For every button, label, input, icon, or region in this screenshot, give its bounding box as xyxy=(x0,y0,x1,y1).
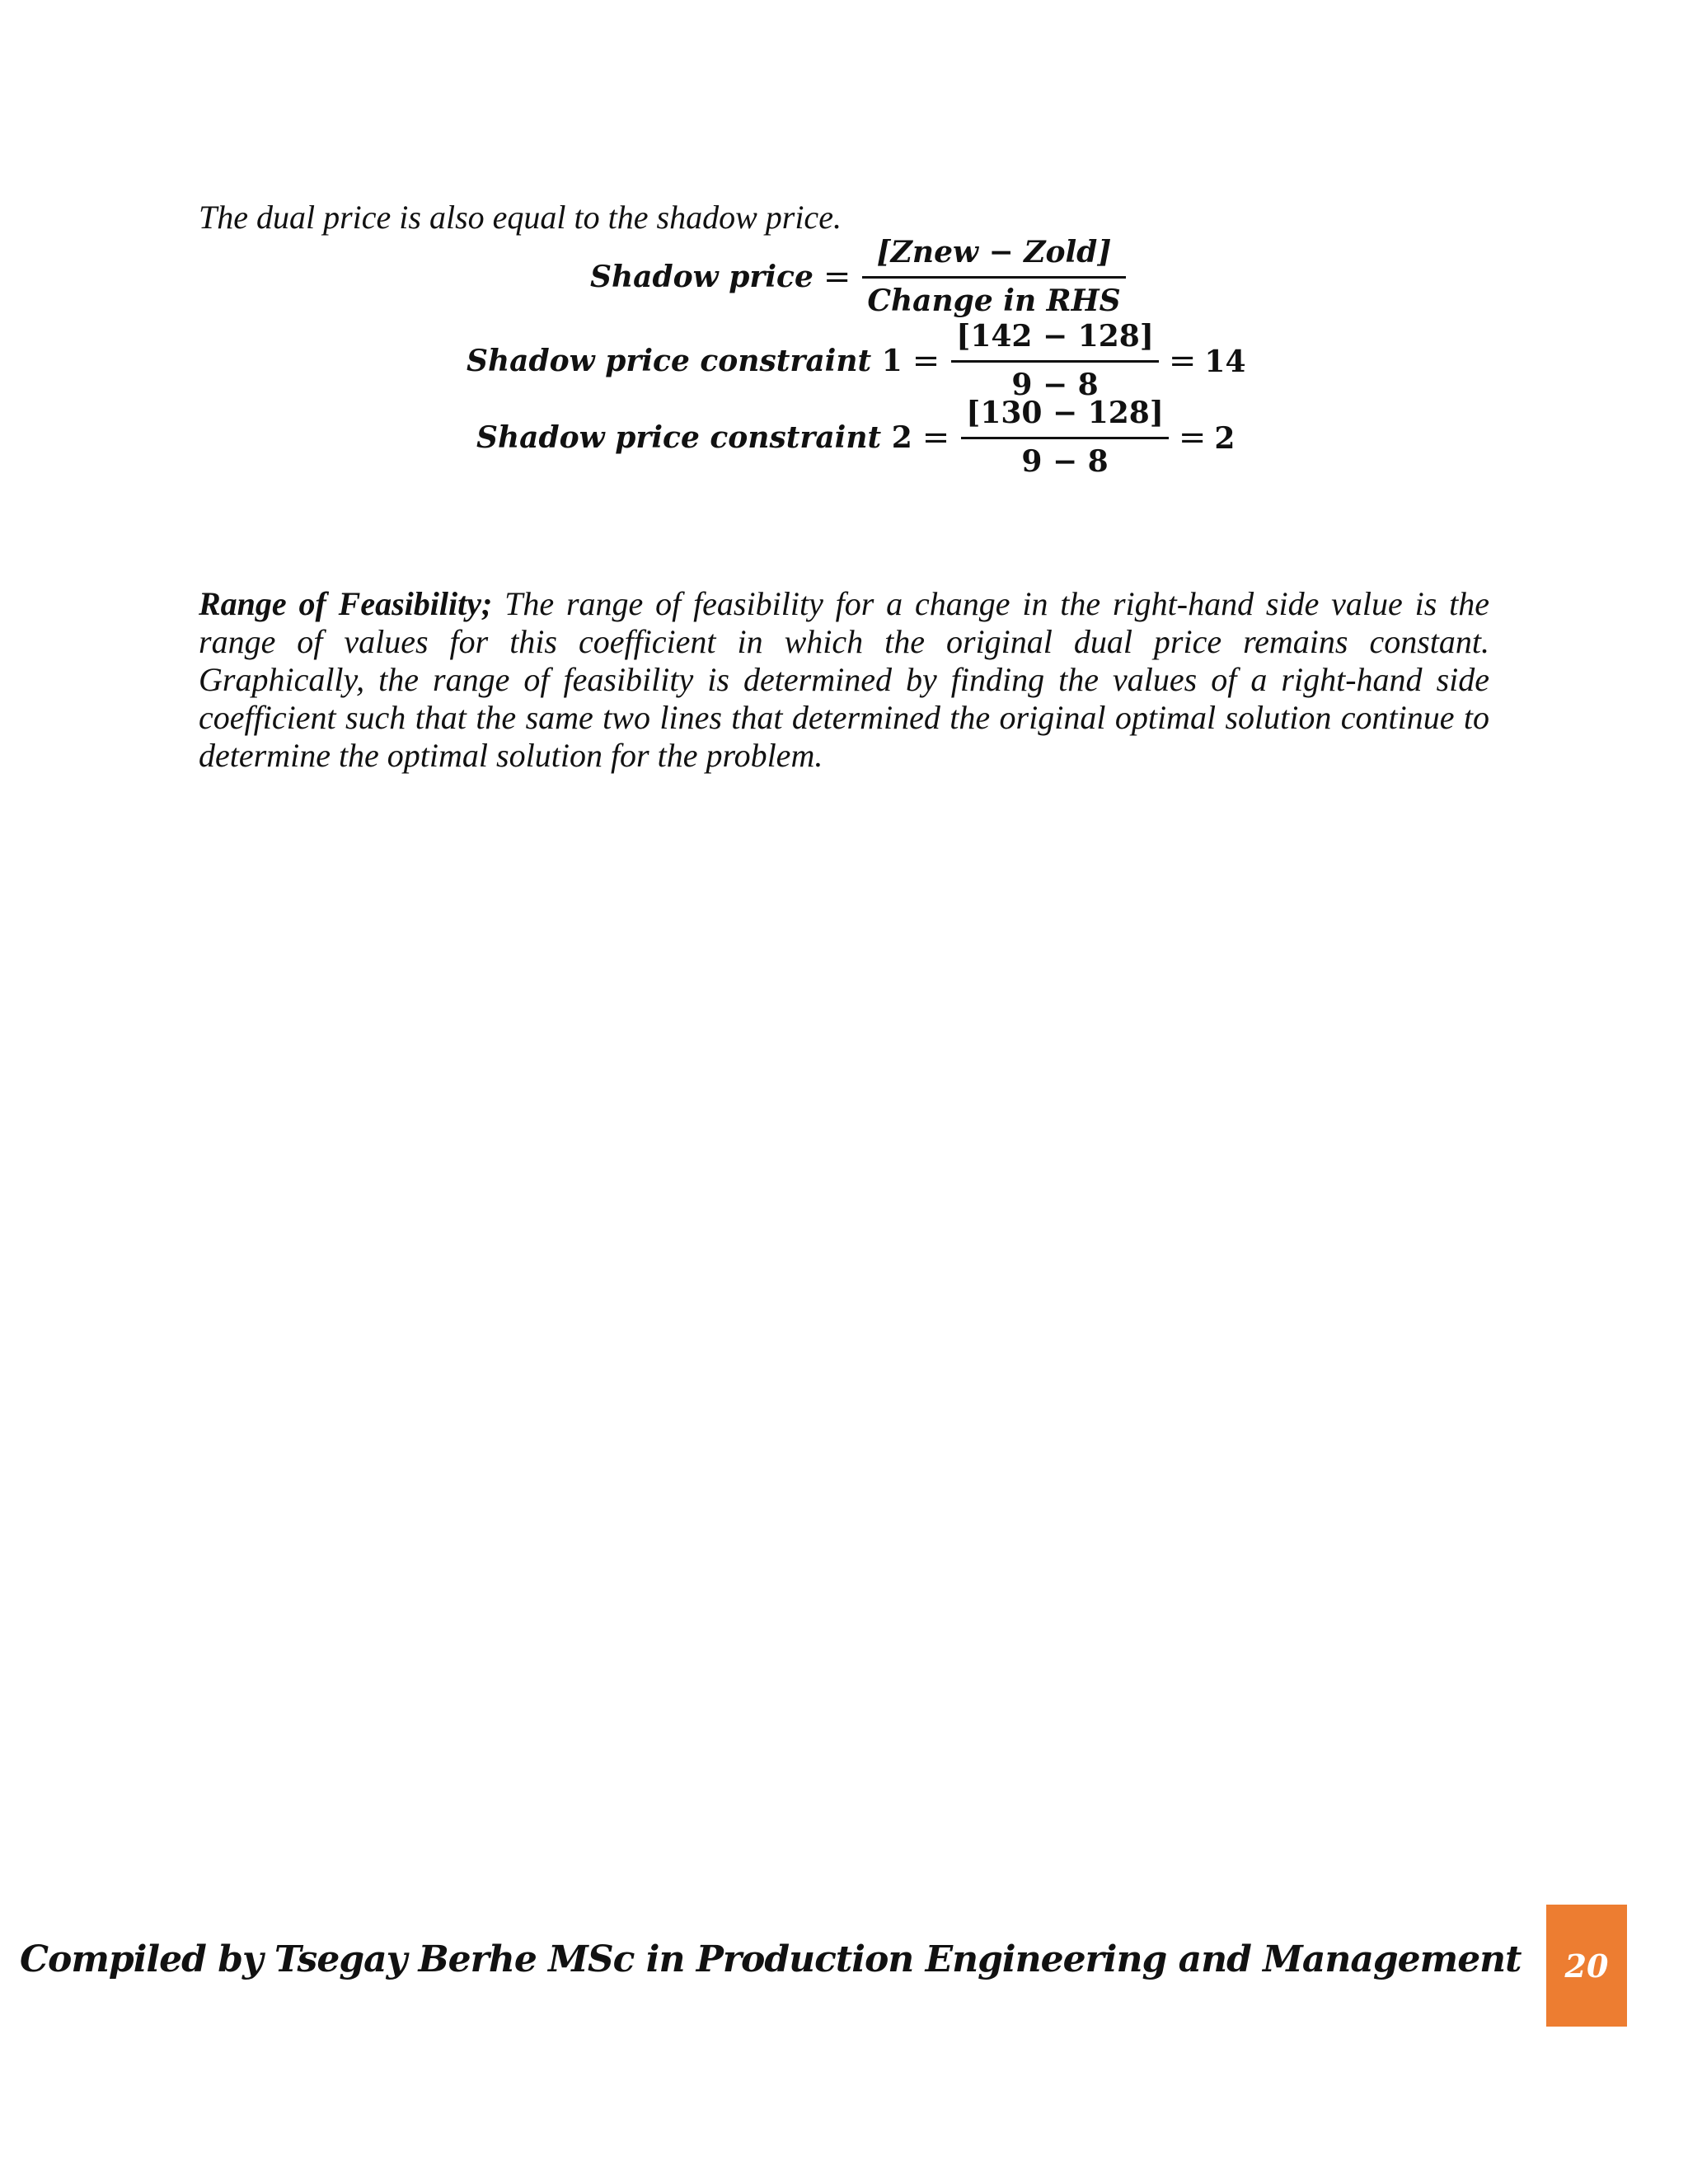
page-number: 20 xyxy=(1564,1947,1609,1985)
formula-result xyxy=(1169,342,1246,380)
fraction xyxy=(862,235,1125,318)
result-equals-sign: = xyxy=(1178,418,1207,457)
fraction xyxy=(961,396,1169,479)
paragraph-body: The range of feasibility for a change in the right-hand side value is the range of values for this coefficient in which the original dual price remains constant. Graphically, the range of feasibility is determined by finding the values of a right-hand side coefficient such that the same two lines that determined the original optimal solution continue to determine the optimal solution for the problem. xyxy=(199,585,1490,774)
shadow-price-constraint-1 xyxy=(467,319,1246,402)
formula-lhs-text: Shadow price constraint xyxy=(476,419,882,455)
fraction-denominator: 9 − 8 xyxy=(1021,444,1109,479)
footer-credit: Compiled by Tsegay Berhe MSc in Production Engineering and Management xyxy=(20,1938,1522,1980)
formula-result xyxy=(1179,419,1236,457)
shadow-price-constraint-2 xyxy=(476,396,1235,479)
equals-sign: = xyxy=(823,257,851,296)
paragraph-term: Range of Feasibility; xyxy=(199,585,493,622)
formula-lhs-text: Shadow price constraint xyxy=(467,343,872,378)
fraction-numerator: [142 − 128] xyxy=(956,319,1154,354)
result-equals-sign: = xyxy=(1168,341,1197,380)
equals-sign: = xyxy=(912,341,940,380)
result-value: 14 xyxy=(1204,344,1246,379)
formula-lhs xyxy=(476,420,912,455)
result-value: 2 xyxy=(1214,420,1236,456)
formula-lhs xyxy=(467,344,903,378)
formula-lhs-number: 2 xyxy=(891,419,912,455)
fraction-denominator: Change in RHS xyxy=(867,284,1121,318)
fraction-numerator: [Znew − Zold] xyxy=(876,235,1112,269)
formula-lhs-number: 1 xyxy=(881,343,903,378)
fraction-numerator: [130 − 128] xyxy=(966,396,1164,430)
equals-sign: = xyxy=(921,418,950,457)
shadow-price-formula xyxy=(590,235,1126,318)
intro-sentence: The dual price is also equal to the shadow price. xyxy=(199,199,842,236)
fraction-denominator: 9 − 8 xyxy=(1011,368,1099,402)
fraction xyxy=(951,319,1159,402)
formula-lhs: Shadow price xyxy=(590,259,814,294)
range-of-feasibility-paragraph xyxy=(199,585,1489,775)
page-number-badge xyxy=(1546,1905,1627,2027)
